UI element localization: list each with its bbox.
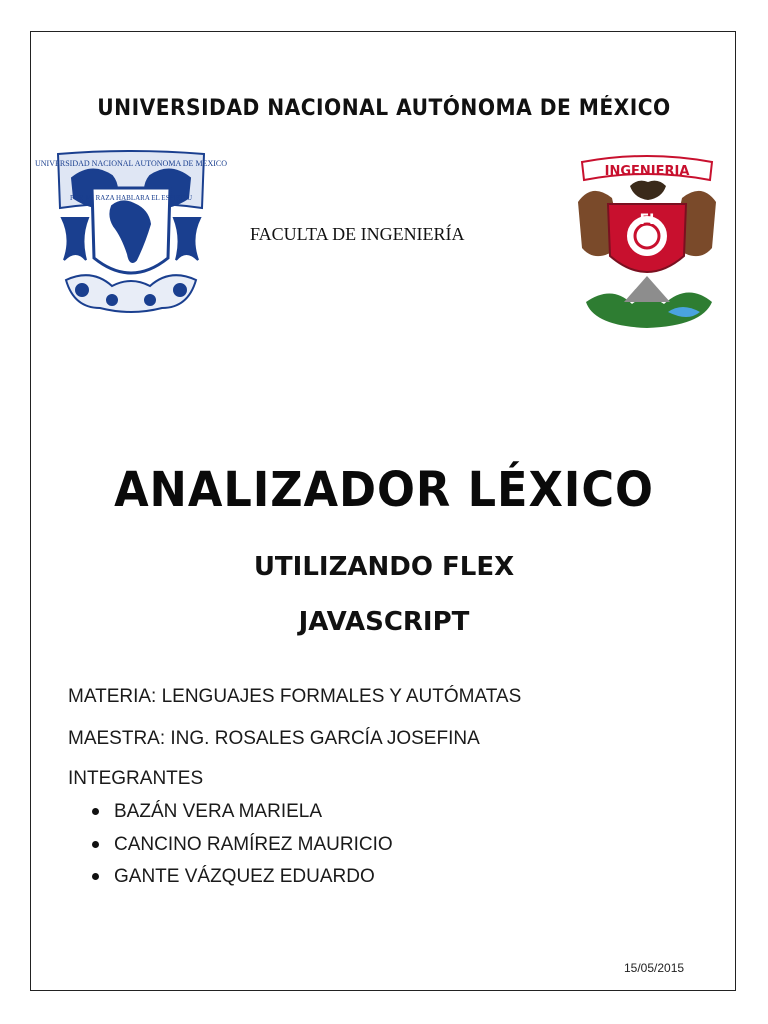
document-date: 15/05/2015	[624, 961, 685, 975]
fi-emblem: FI	[639, 212, 655, 228]
ingenieria-banner: INGENIERIA	[604, 164, 690, 179]
faculty-name: FACULTA DE INGENIERÍA	[250, 224, 465, 244]
unam-ring-text: UNIVERSIDAD NACIONAL AUTONOMA DE MEXICO	[35, 159, 227, 168]
member-item: GANTE VÁZQUEZ EDUARDO	[90, 863, 393, 896]
member-item: BAZÁN VERA MARIELA	[90, 798, 393, 831]
unam-motto: POR MI RAZA HABLARA EL ESPIRITU	[69, 194, 193, 202]
subject-line: MATERIA: LENGUAJES FORMALES Y AUTÓMATAS	[68, 686, 522, 707]
teacher-line: MAESTRA: ING. ROSALES GARCÍA JOSEFINA	[68, 728, 480, 749]
member-item: CANCINO RAMÍREZ MAURICIO	[90, 831, 393, 864]
unam-shield-icon	[35, 148, 227, 320]
members-list	[90, 798, 393, 896]
members-heading: INTEGRANTES	[68, 768, 204, 789]
university-name: UNIVERSIDAD NACIONAL AUTÓNOMA DE MÉXICO	[97, 96, 671, 121]
subtitle-flex: UTILIZANDO FLEX	[253, 552, 515, 582]
document-title: ANALIZADOR LÉXICO	[114, 462, 654, 518]
subtitle-javascript: JAVASCRIPT	[298, 607, 470, 637]
ingenieria-fi-shield-icon	[572, 152, 722, 334]
